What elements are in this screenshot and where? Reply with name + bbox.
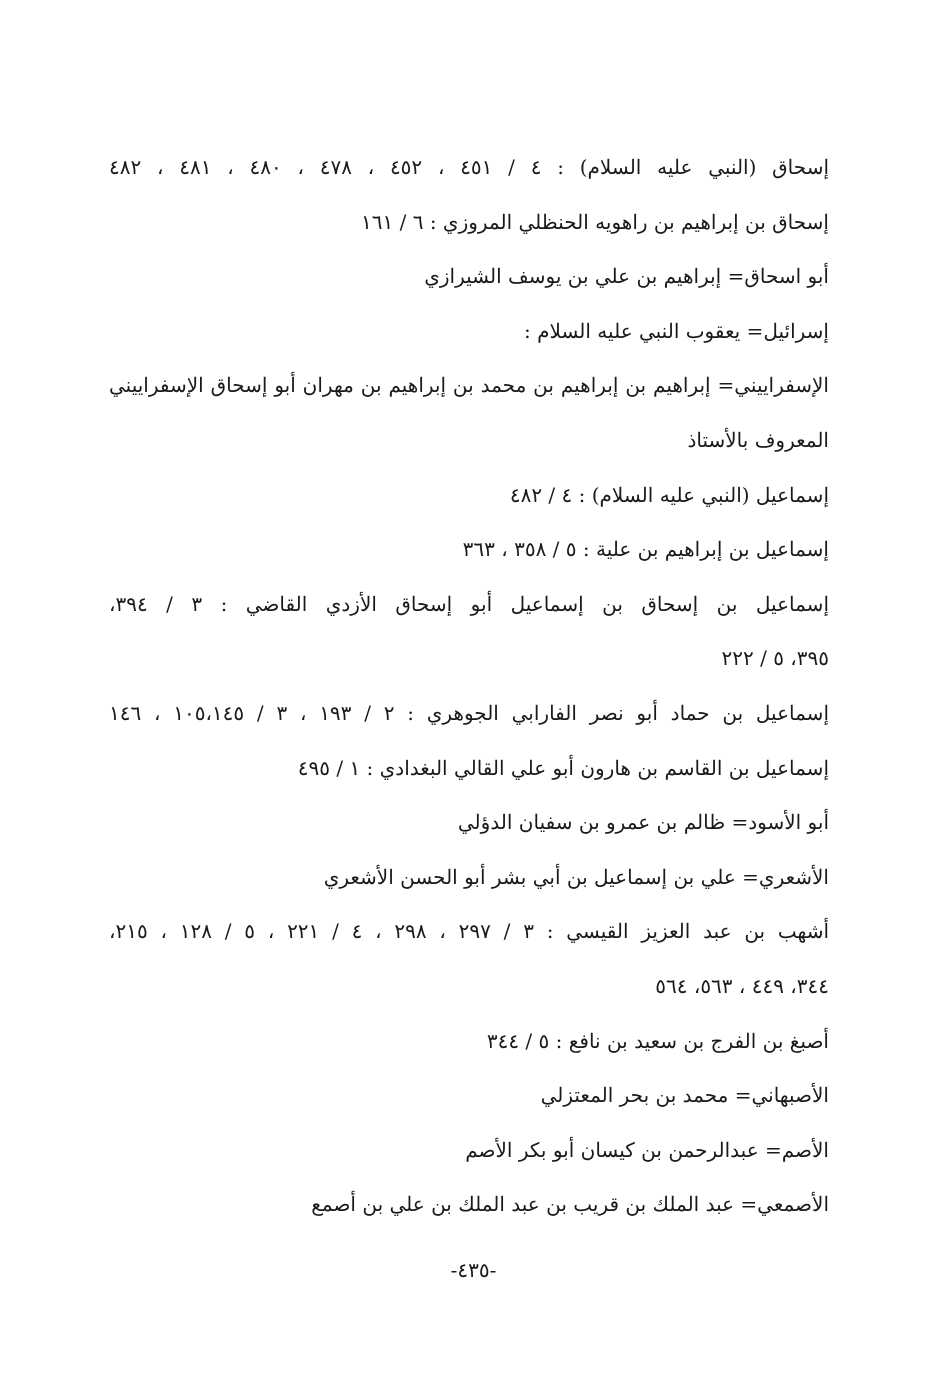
index-entry: الأشعري= علي بن إسماعيل بن أبي بشر أبو الحسن الأشعري bbox=[323, 864, 829, 889]
index-entry: إسماعيل بن إبراهيم بن علية : ٥ / ٣٥٨ ، ٣٦٣ bbox=[462, 537, 829, 562]
index-entries bbox=[109, 140, 829, 1232]
index-entry: أبو الأسود= ظالم بن عمرو بن سفيان الدؤلي bbox=[457, 810, 829, 835]
index-entry-continuation: المعروف بالأستاذ bbox=[687, 427, 829, 452]
index-entry: إسحاق (النبي عليه السلام) : ٤ / ٤٥١ ، ٤٥٢ ، ٤٧٨ ، ٤٨٠ ، ٤٨١ ، ٤٨٢ bbox=[109, 155, 830, 179]
index-entry: إسماعيل بن حماد أبو نصر الفارابي الجوهري : ٢ / ١٩٣ ، ٣ / ١٠٥،١٤٥ ، ١٤٦ bbox=[109, 700, 829, 725]
index-entry: إسحاق بن إبراهيم بن راهويه الحنظلي المروزي : ٦ / ١٦١ bbox=[361, 209, 829, 234]
index-entry: أبو اسحاق= إبراهيم بن علي بن يوسف الشيرازي bbox=[424, 264, 829, 289]
index-entry: إسماعيل (النبي عليه السلام) : ٤ / ٤٨٢ bbox=[509, 482, 829, 507]
index-entry: إسماعيل بن إسحاق بن إسماعيل أبو إسحاق الأزدي القاضي : ٣ / ٣٩٤، bbox=[109, 591, 830, 616]
index-entry-continuation: ٣٩٥، ٥ / ٢٢٢ bbox=[721, 646, 829, 671]
index-entry: أشهب بن عبد العزيز القيسي : ٣ / ٢٩٧ ، ٢٩٨ ، ٤ / ٢٢١ ، ٥ / ١٢٨ ، ٢١٥، bbox=[109, 919, 830, 944]
page-number: -٤٣٥- bbox=[450, 1258, 497, 1282]
index-entry: الأصم= عبدالرحمن بن كيسان أبو بكر الأصم bbox=[465, 1137, 829, 1162]
index-entry: الأصمعي= عبد الملك بن قريب بن عبد الملك بن علي بن أصمع bbox=[311, 1192, 829, 1217]
index-entry-continuation: ٣٤٤، ٤٤٩ ، ٥٦٣، ٥٦٤ bbox=[655, 973, 829, 998]
index-entry: الأصبهاني= محمد بن بحر المعتزلي bbox=[540, 1083, 829, 1108]
index-entry: إسماعيل بن القاسم بن هارون أبو علي القالي البغدادي : ١ / ٤٩٥ bbox=[297, 755, 829, 780]
index-entry: الإسفراييني= إبراهيم بن إبراهيم بن محمد بن إبراهيم بن مهران أبو إسحاق الإسفراييني bbox=[109, 373, 829, 398]
index-entry: أصبغ بن الفرج بن سعيد بن نافع : ٥ / ٣٤٤ bbox=[486, 1028, 829, 1053]
index-entry: إسرائيل= يعقوب النبي عليه السلام : bbox=[524, 318, 829, 343]
